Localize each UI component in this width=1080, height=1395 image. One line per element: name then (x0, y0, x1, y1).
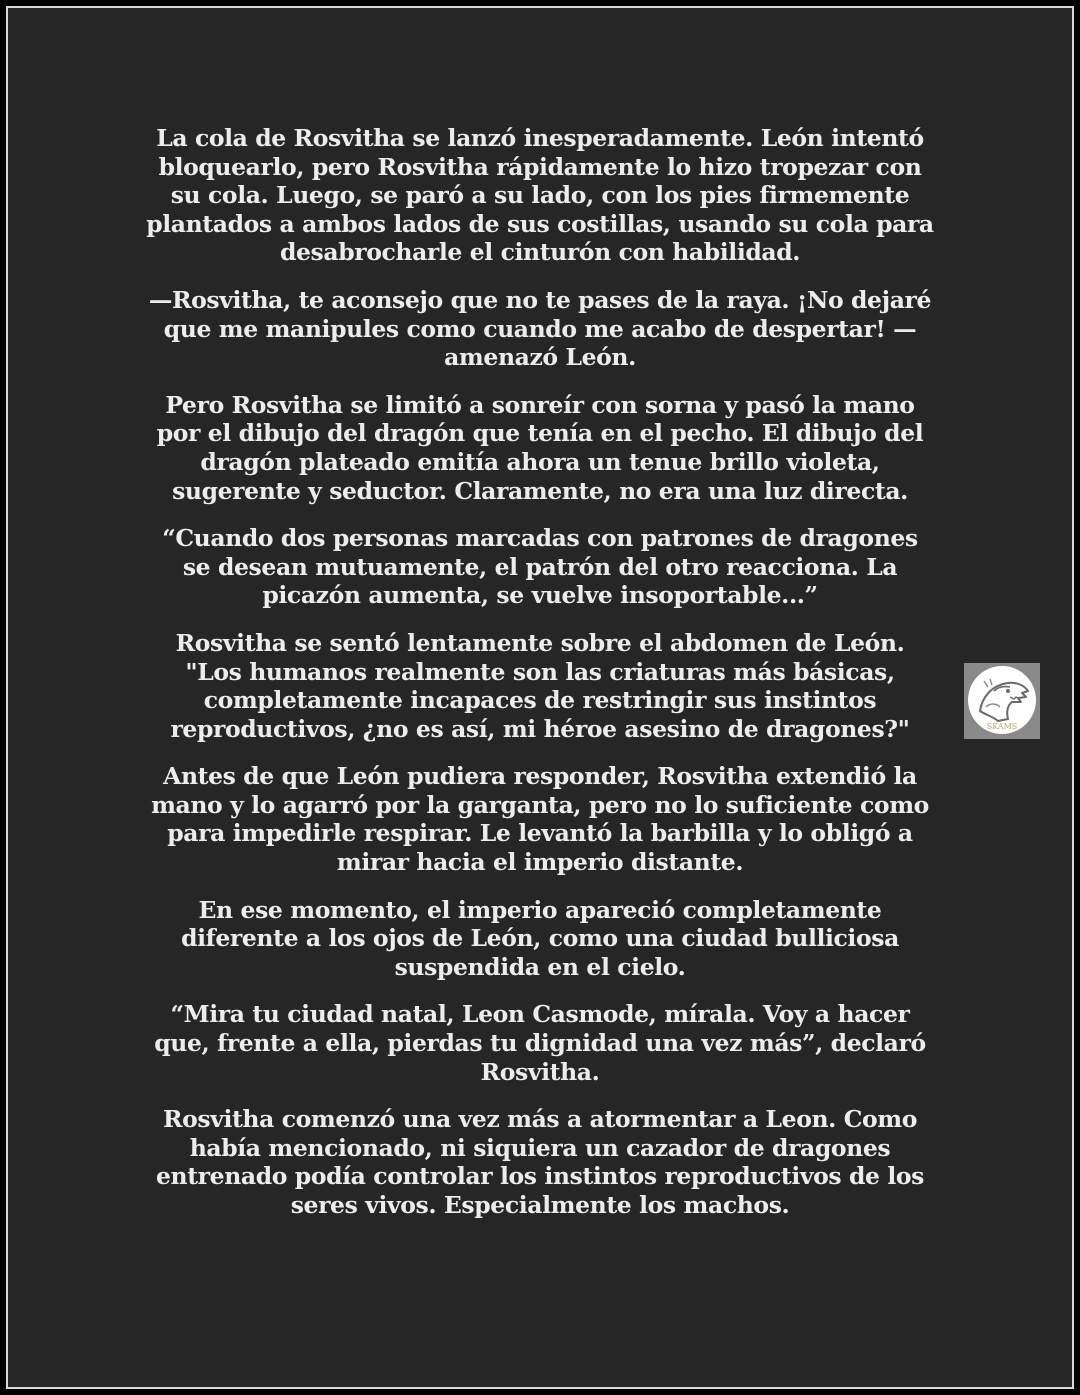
story-text (146, 124, 934, 1239)
paragraph: —Rosvitha, te aconsejo que no te pases de la raya. ¡No dejaré que me manipules como cuando me acabo de despertar! —amenazó León. (148, 285, 932, 372)
paragraph: En ese momento, el imperio apareció completamente diferente a los ojos de León, como una ciudad bulliciosa suspendida en el cielo. (181, 895, 899, 981)
paragraph: Antes de que León pudiera responder, Rosvitha extendió la mano y lo agarró por la garganta, pero no lo suficiente como para impedirle respirar. Le levantó la barbilla y lo obligó a mirar hacia el imperio distante. (151, 762, 929, 877)
watermark-text: SKAMS (986, 722, 1018, 731)
paragraph: “Cuando dos personas marcadas con patrones de dragones se desean mutuamente, el patrón del otro reacciona. La picazón aumenta, se vuelve insoportable...” (162, 524, 918, 610)
paragraph: “Mira tu ciudad natal, Leon Casmode, mírala. Voy a hacer que, frente a ella, pierdas tu dignidad una vez más”, declaró Rosvitha. (154, 1000, 926, 1086)
dinosaur-logo-icon (964, 663, 1040, 739)
paragraph: La cola de Rosvitha se lanzó inesperadamente. León intentó bloquearlo, pero Rosvitha rápidamente lo hizo tropezar con su cola. Luego, se paró a su lado, con los pies firmemente plantados a ambos lados de sus costillas, usando su cola para desabrocharle el cinturón con habilidad. (146, 124, 934, 267)
paragraph: Pero Rosvitha se limitó a sonreír con sorna y pasó la mano por el dibujo del dragón que tenía en el pecho. El dibujo del dragón plateado emitía ahora un tenue brillo violeta, sugerente y seductor. Claramente, no era una luz directa. (156, 390, 924, 505)
watermark-logo (964, 663, 1040, 739)
paragraph: Rosvitha comenzó una vez más a atormentar a Leon. Como había mencionado, ni siquiera un cazador de dragones entrenado podía controlar los instintos reproductivos de los seres vivos. Especialmente los machos. (155, 1105, 925, 1219)
paragraph: Rosvitha se sentó lentamente sobre el abdomen de León. "Los humanos realmente son las criaturas más básicas, completamente incapaces de restringir sus instintos reproductivos, ¿no es así, mi héroe asesino de dragones?" (170, 628, 910, 743)
